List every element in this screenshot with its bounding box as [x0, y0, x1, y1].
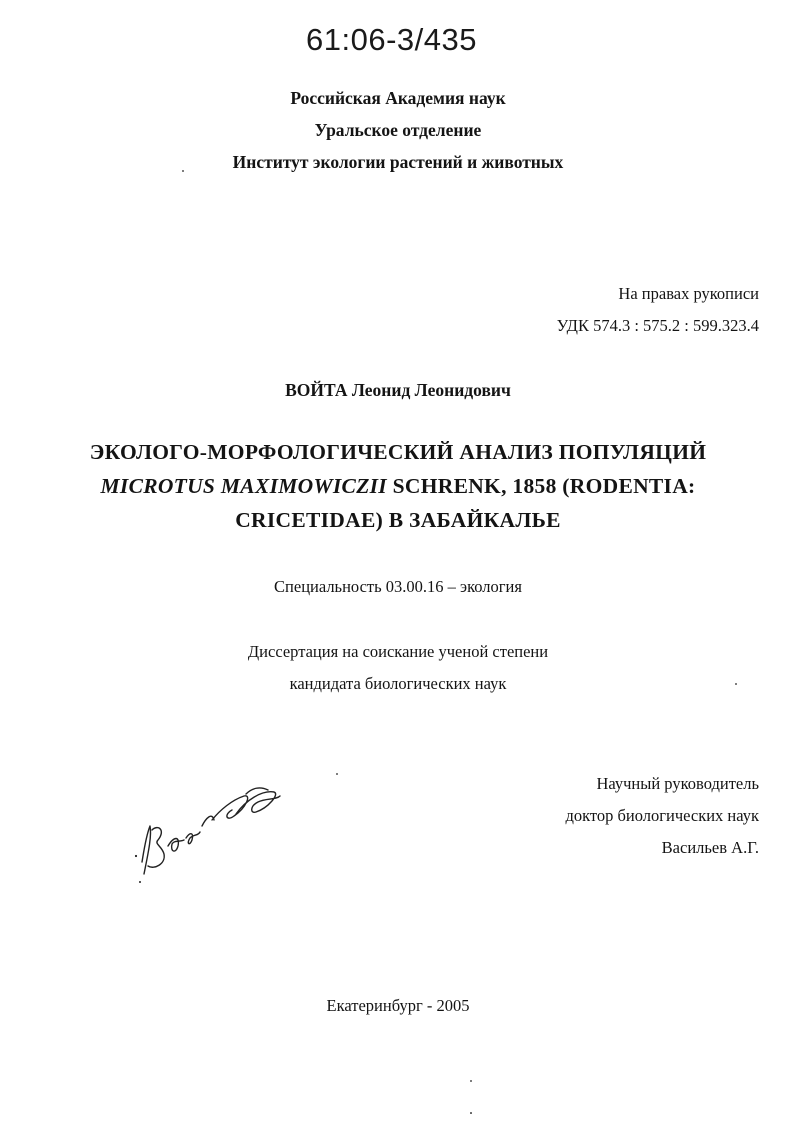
scan-speck — [470, 1112, 472, 1114]
rights-note: На правах рукописи — [618, 284, 759, 303]
supervisor-name: Васильев А.Г. — [661, 838, 759, 857]
author-surname: ВОЙТА — [285, 380, 348, 400]
branch-name: Уральское отделение — [314, 120, 482, 140]
udc-code: УДК 574.3 : 575.2 : 599.323.4 — [556, 316, 759, 335]
place-year: Екатеринбург - 2005 — [326, 996, 470, 1015]
supervisor-degree: доктор биологических наук — [565, 806, 759, 825]
handwritten-signature — [128, 770, 298, 890]
scan-speck — [336, 773, 338, 775]
title-line-2-rest: SCHRENK, 1858 (RODENTIA: — [392, 474, 696, 498]
scan-speck — [735, 683, 737, 685]
title-line-2 — [0, 474, 796, 499]
catalog-number: 61:06-3/435 — [306, 22, 477, 57]
degree-line-2: кандидата биологических наук — [289, 674, 507, 693]
scan-speck — [182, 170, 184, 172]
specialty: Специальность 03.00.16 – экология — [274, 577, 522, 596]
institute-name: Институт экологии растений и животных — [232, 152, 564, 172]
title-species-name: MICROTUS MAXIMOWICZII — [100, 474, 387, 498]
scan-speck — [470, 1080, 472, 1082]
supervisor-role: Научный руководитель — [596, 774, 759, 793]
author-name — [0, 380, 796, 401]
degree-line-1: Диссертация на соискание ученой степени — [247, 642, 549, 661]
title-line-1: ЭКОЛОГО-МОРФОЛОГИЧЕСКИЙ АНАЛИЗ ПОПУЛЯЦИЙ — [89, 440, 707, 464]
author-given-names: Леонид Леонидович — [351, 380, 511, 400]
academy-name: Российская Академия наук — [290, 88, 506, 108]
title-line-3: CRICETIDAE) В ЗАБАЙКАЛЬЕ — [235, 508, 561, 532]
